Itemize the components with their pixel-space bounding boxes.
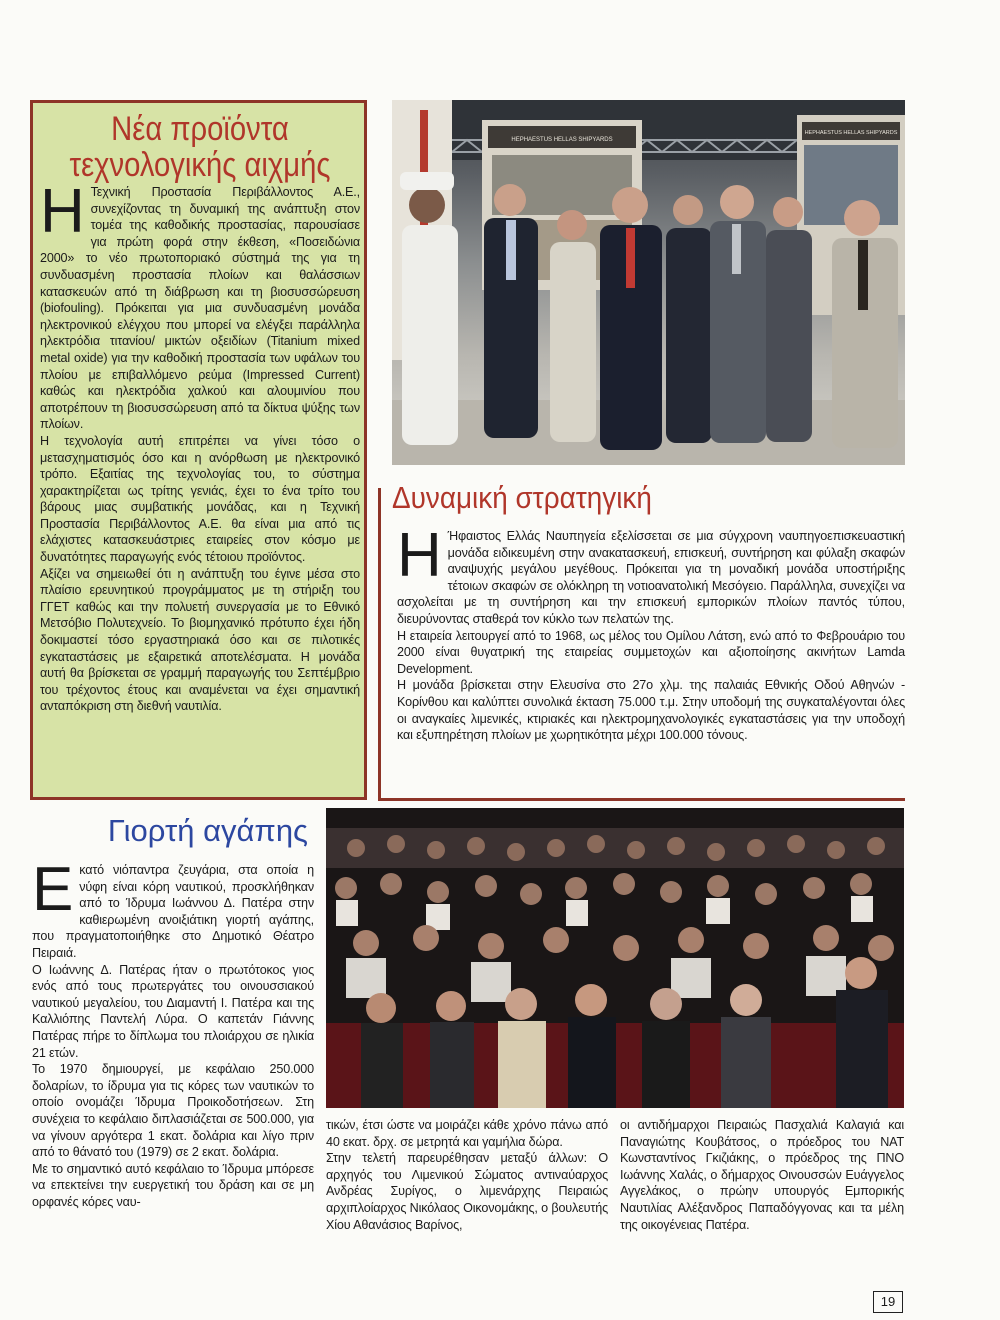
- love-article-col3: [620, 1117, 904, 1233]
- theater-audience-photo: [326, 808, 904, 1108]
- article-paragraph: Αξίζει να σημειωθεί ότι η ανάπτυξη του έγινε μέσα στο πλαίσιο ερευνητικού προγράμματος με τη στήριξη του ΓΓΕΤ καθώς και την πολυετή συνεργασία με το Εθνικό Μετσόβιο Πολυτεχνείο. Το βιομηχανικό πρότυπο έχει ήδη δοκιμαστεί τόσο εργαστηριακά όσο και σε πιλοτικές εγκαταστάσεις με εξαιρετικά αποτελέσματα. Η μονάδα αυτή θα βρίσκεται σε γραμμή παραγωγής του Σεπτέμβριο του τρέχοντος έτους και αναμένεται να έχει σημαντική ανταπόκριση στη διεθνή ναυτιλία.: [40, 566, 360, 714]
- strategy-article: [397, 521, 905, 744]
- love-article-col2: [326, 1117, 608, 1233]
- article-paragraph: Στην τελετή παρευρέθησαν μεταξύ άλλων: Ο αρχηγός του Λιμενικού Σώματος αντιναύαρχος Ανδρέας Συρίγος, ο λιμενάρχης Πειραιώς αρχιπλοίαρχος Νικόλαος Οικονομάκης, ο βουλευτής Χίου Αθανάσιος Βαρίνος,: [326, 1151, 608, 1232]
- article-paragraph: Το 1970 δημιουργεί, με κεφάλαιο 250.000 δολαρίων, το ίδρυμα για τις κόρες των ναυτικών το οποίο ονομάζει Ίδρυμα Προικοδοτήσεων. Στη συνέχεια το κεφάλαιο διπλασιάζεται σε 500.000, για να γίνουν αργότερα 1 εκατ. δολάρια και λίγο πριν από το θάνατό του (1979) σε 2 εκατ. δολάρια.: [32, 1062, 314, 1160]
- booth-sign-right: HEPHAESTUS HELLAS SHIPYARDS: [804, 130, 898, 136]
- new-products-title-line1: Νέα προϊόντα: [111, 110, 289, 148]
- article-paragraph: Η εταιρεία λειτουργεί από το 1968, ως μέλος του Ομίλου Λάτση, ενώ από το Φεβρουάριο του 2000 είναι θυγατρική της εταιρείας συμμετοχών και αξιοποίησης ακινήτων Lamda Development.: [397, 628, 905, 676]
- strategy-left-rule: [378, 488, 381, 800]
- article-paragraph: Η μονάδα βρίσκεται στην Ελευσίνα στο 27ο χλμ. της παλαιάς Εθνικής Οδού Αθηνών - Κορίνθου και καλύπτει συνολικά έκταση 75.000 τ.μ. Στην υποδομή της συγκαταλέγονται όλες οι αναγκαίες λιμενικές, κτιριακές και ηλεκτρομηχανολογικές εγκαταστάσεις για την υποδοχή και εξυπηρέτηση πλοίων με χωρητικότητα μέχρι 100.000 τόνους.: [397, 678, 905, 743]
- article-paragraph: οι αντιδήμαρχοι Πειραιώς Πασχαλιά Καλαγιά και Παναγιώτης Κουβάτσος, ο πρόεδρος του ΝΑΤ Κωνσταντίνος Γκιζιάκης, ο πρόεδρος της ΠΝΟ Ιωάννης Χαλάς, ο δήμαρχος Οινουσσών Ευάγγελος Αγγελάκος, ο πρώην υπουργός Εμπορικής Ναυτιλίας Αλέξανδρος Παπαδόγγονας και τα μέλη της οικογένειας Πατέρα.: [620, 1118, 904, 1232]
- article-paragraph: κατό νιόπαντρα ζευγάρια, στα οποία η νύφη είναι κόρη ναυτικού, προσκλήθηκαν από το Ίδρυμα Ιωάννου Δ. Πατέρα στην καθιερωμένη ανοιξιάτικη γιορτή αγάπης, που πραγματοποιήθηκε στο Δημοτικό Θέατρο Πειραιά.: [32, 863, 314, 960]
- exhibition-photo-illustration: [392, 100, 905, 465]
- new-products-article: [40, 177, 360, 715]
- article-paragraph: Με το σημαντικό αυτό κεφάλαιο το Ίδρυμα μπόρεσε να επεκτείνει την ευεργετική του δράση και σε μη ορφανές κόρες ναυ-: [32, 1161, 314, 1209]
- audience-photo-illustration: [326, 808, 904, 1108]
- article-paragraph: Τεχνική Προστασία Περιβάλλοντος Α.Ε., συνεχίζοντας τη δυναμική της ανάπτυξη στον τομέα της καθοδικής προστασίας, παρουσίασε για πρώτη φορά στην έκθεση, «Ποσειδώνια 2000» το νέο πρωτοποριακό σύστημά της για τη συνδυασμένη προστασία πλοίων και θαλάσσιων κατασκευών από τη διάβρωση και τη βιοσυσσώρευση (biofouling). Πρόκειται για μια συνδυασμένη μονάδα ηλεκτρονικού ελέγχου που μπορεί να ελέγξει παράλληλα ηλεκτρόδια τιτανίου/ μικτών οξειδίων (Titanium mixed metal oxide) για την καθοδική προστασία των υφάλων του πλοίου με επιβαλλόμενο ρεύμα (Impressed Current) καθώς και ηλεκτρόδια χαλκού και αλουμινίου που αποτρέπουν τη βιοσυσσώρευση από τα δίκτυα ψύξης των πλοίων.: [40, 185, 360, 432]
- new-products-title: [64, 112, 336, 183]
- booth-sign-left: HEPHAESTUS HELLAS SHIPYARDS: [511, 137, 613, 143]
- strategy-title: Δυναμική στρατηγική: [392, 480, 652, 515]
- love-celebration-title: Γιορτή αγάπης: [107, 813, 308, 848]
- dropcap: Η: [397, 521, 442, 590]
- love-article-col1: [32, 855, 314, 1210]
- article-paragraph: Η τεχνολογία αυτή επιτρέπει να γίνει τόσο ο μετασχηματισμός όσο και η ανόρθωση με ηλεκτρονικό τρόπο. Εξαιτίας της τεχνολογίας του, το σύστημα χαρακτηρίζεται ως τρίτης γενιάς, έχει το ένα τρίτο του βάρους μιας συμβατικής μονάδας, και η Τεχνική Προστασία Περιβάλλοντος Α.Ε. θα είναι μια από τις ελάχιστες κατασκευάστριες εταιρείες στον κόσμο με δυνατότητες παραγωγής ενός τέτοιου προϊόντος.: [40, 433, 360, 565]
- article-paragraph: τικών, έτσι ώστε να μοιράζει κάθε χρόνο πάνω από 40 εκατ. δρχ. σε μετρητά και γαμήλια δώρα.: [326, 1118, 608, 1149]
- strategy-bottom-rule: [378, 798, 905, 801]
- exhibition-group-photo: [392, 100, 905, 465]
- dropcap: Η: [40, 177, 85, 246]
- dropcap: Ε: [32, 855, 74, 924]
- new-products-title-line2: τεχνολογικής αιχμής: [69, 145, 331, 184]
- article-paragraph: Ο Ιωάννης Δ. Πατέρας ήταν ο πρωτότοκος γιος ενός από τους πρωτεργάτες του οινουσσιακού ναυτικού μεγαλείου, του Διαμαντή Ι. Πατέρα και της Καλλιόπης Παντελή Λύρα. Ο καπετάν Γιάννης Πατέρας πήρε το δίπλωμα του πλοιάρχου σε ηλικία 21 ετών.: [32, 962, 314, 1060]
- article-paragraph: Ήφαιστος Ελλάς Ναυπηγεία εξελίσσεται σε μια σύγχρονη ναυπηγοεπισκευαστική μονάδα ειδικευμένη στην ανακατασκευή, επισκευή, συντήρηση και φύλαξη σκαφών αναψυχής μεγάλου μεγέθους. Πρόκειται για τη μοναδική μονάδα υποστήριξης τέτοιων σκαφών σε ολόκληρη τη νοτιοανατολική Μεσόγειο. Παράλληλα, συνεχίζει να ασχολείται με τη συντήρηση και την επισκευή εμπορικών πλοίων παντός τύπου, διευρύνοντας σταθερά τον κύκλο των πελατών της.: [397, 529, 905, 626]
- page-number: 19: [873, 1291, 903, 1313]
